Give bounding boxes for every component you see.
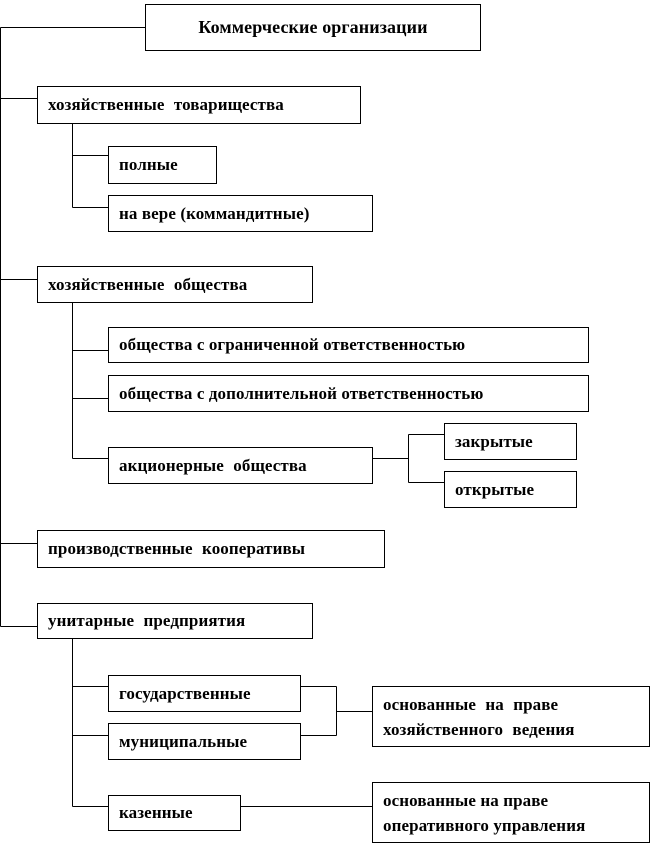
node-companies <box>37 266 313 303</box>
node-operative-management-line2: оперативного управления <box>383 815 586 835</box>
node-operative-management-line1: основанные на праве <box>383 790 549 810</box>
node-limited <box>108 195 373 232</box>
node-closed-label: закрытые <box>455 431 533 451</box>
node-treasury <box>108 795 241 831</box>
node-partnerships <box>37 86 361 124</box>
node-state-label: государственные <box>119 683 251 703</box>
node-llc-label: общества с ограниченной ответственностью <box>119 335 466 354</box>
node-llc <box>108 327 589 363</box>
node-economic-management-line1: основанные на праве <box>383 694 559 714</box>
node-unitary-label: унитарные предприятия <box>48 611 246 630</box>
node-full <box>108 146 217 184</box>
node-companies-label: хозяйственные общества <box>48 274 248 294</box>
node-economic-management <box>372 686 650 747</box>
node-municipal <box>108 723 301 760</box>
node-coops-label: производственные кооперативы <box>48 539 306 558</box>
title-text: Коммерческие организации <box>198 17 428 37</box>
node-unitary <box>37 603 313 639</box>
node-operative-management <box>372 782 650 843</box>
node-alc <box>108 375 589 412</box>
node-open-label: открытые <box>455 479 535 499</box>
node-coops <box>37 530 385 568</box>
node-treasury-label: казенные <box>119 803 193 822</box>
node-economic-management-line2: хозяйственного ведения <box>383 719 575 739</box>
node-closed <box>444 423 577 460</box>
node-open <box>444 471 577 508</box>
node-full-label: полные <box>119 155 178 174</box>
node-jsc-label: акционерные общества <box>119 455 307 475</box>
node-limited-label: на вере (коммандитные) <box>119 203 310 223</box>
title-box <box>145 4 481 51</box>
node-state <box>108 675 301 712</box>
node-partnerships-label: хозяйственные товарищества <box>48 95 284 114</box>
node-jsc <box>108 447 373 484</box>
node-municipal-label: муниципальные <box>119 731 248 751</box>
node-alc-label: общества с дополнительной ответственностью <box>119 383 484 403</box>
